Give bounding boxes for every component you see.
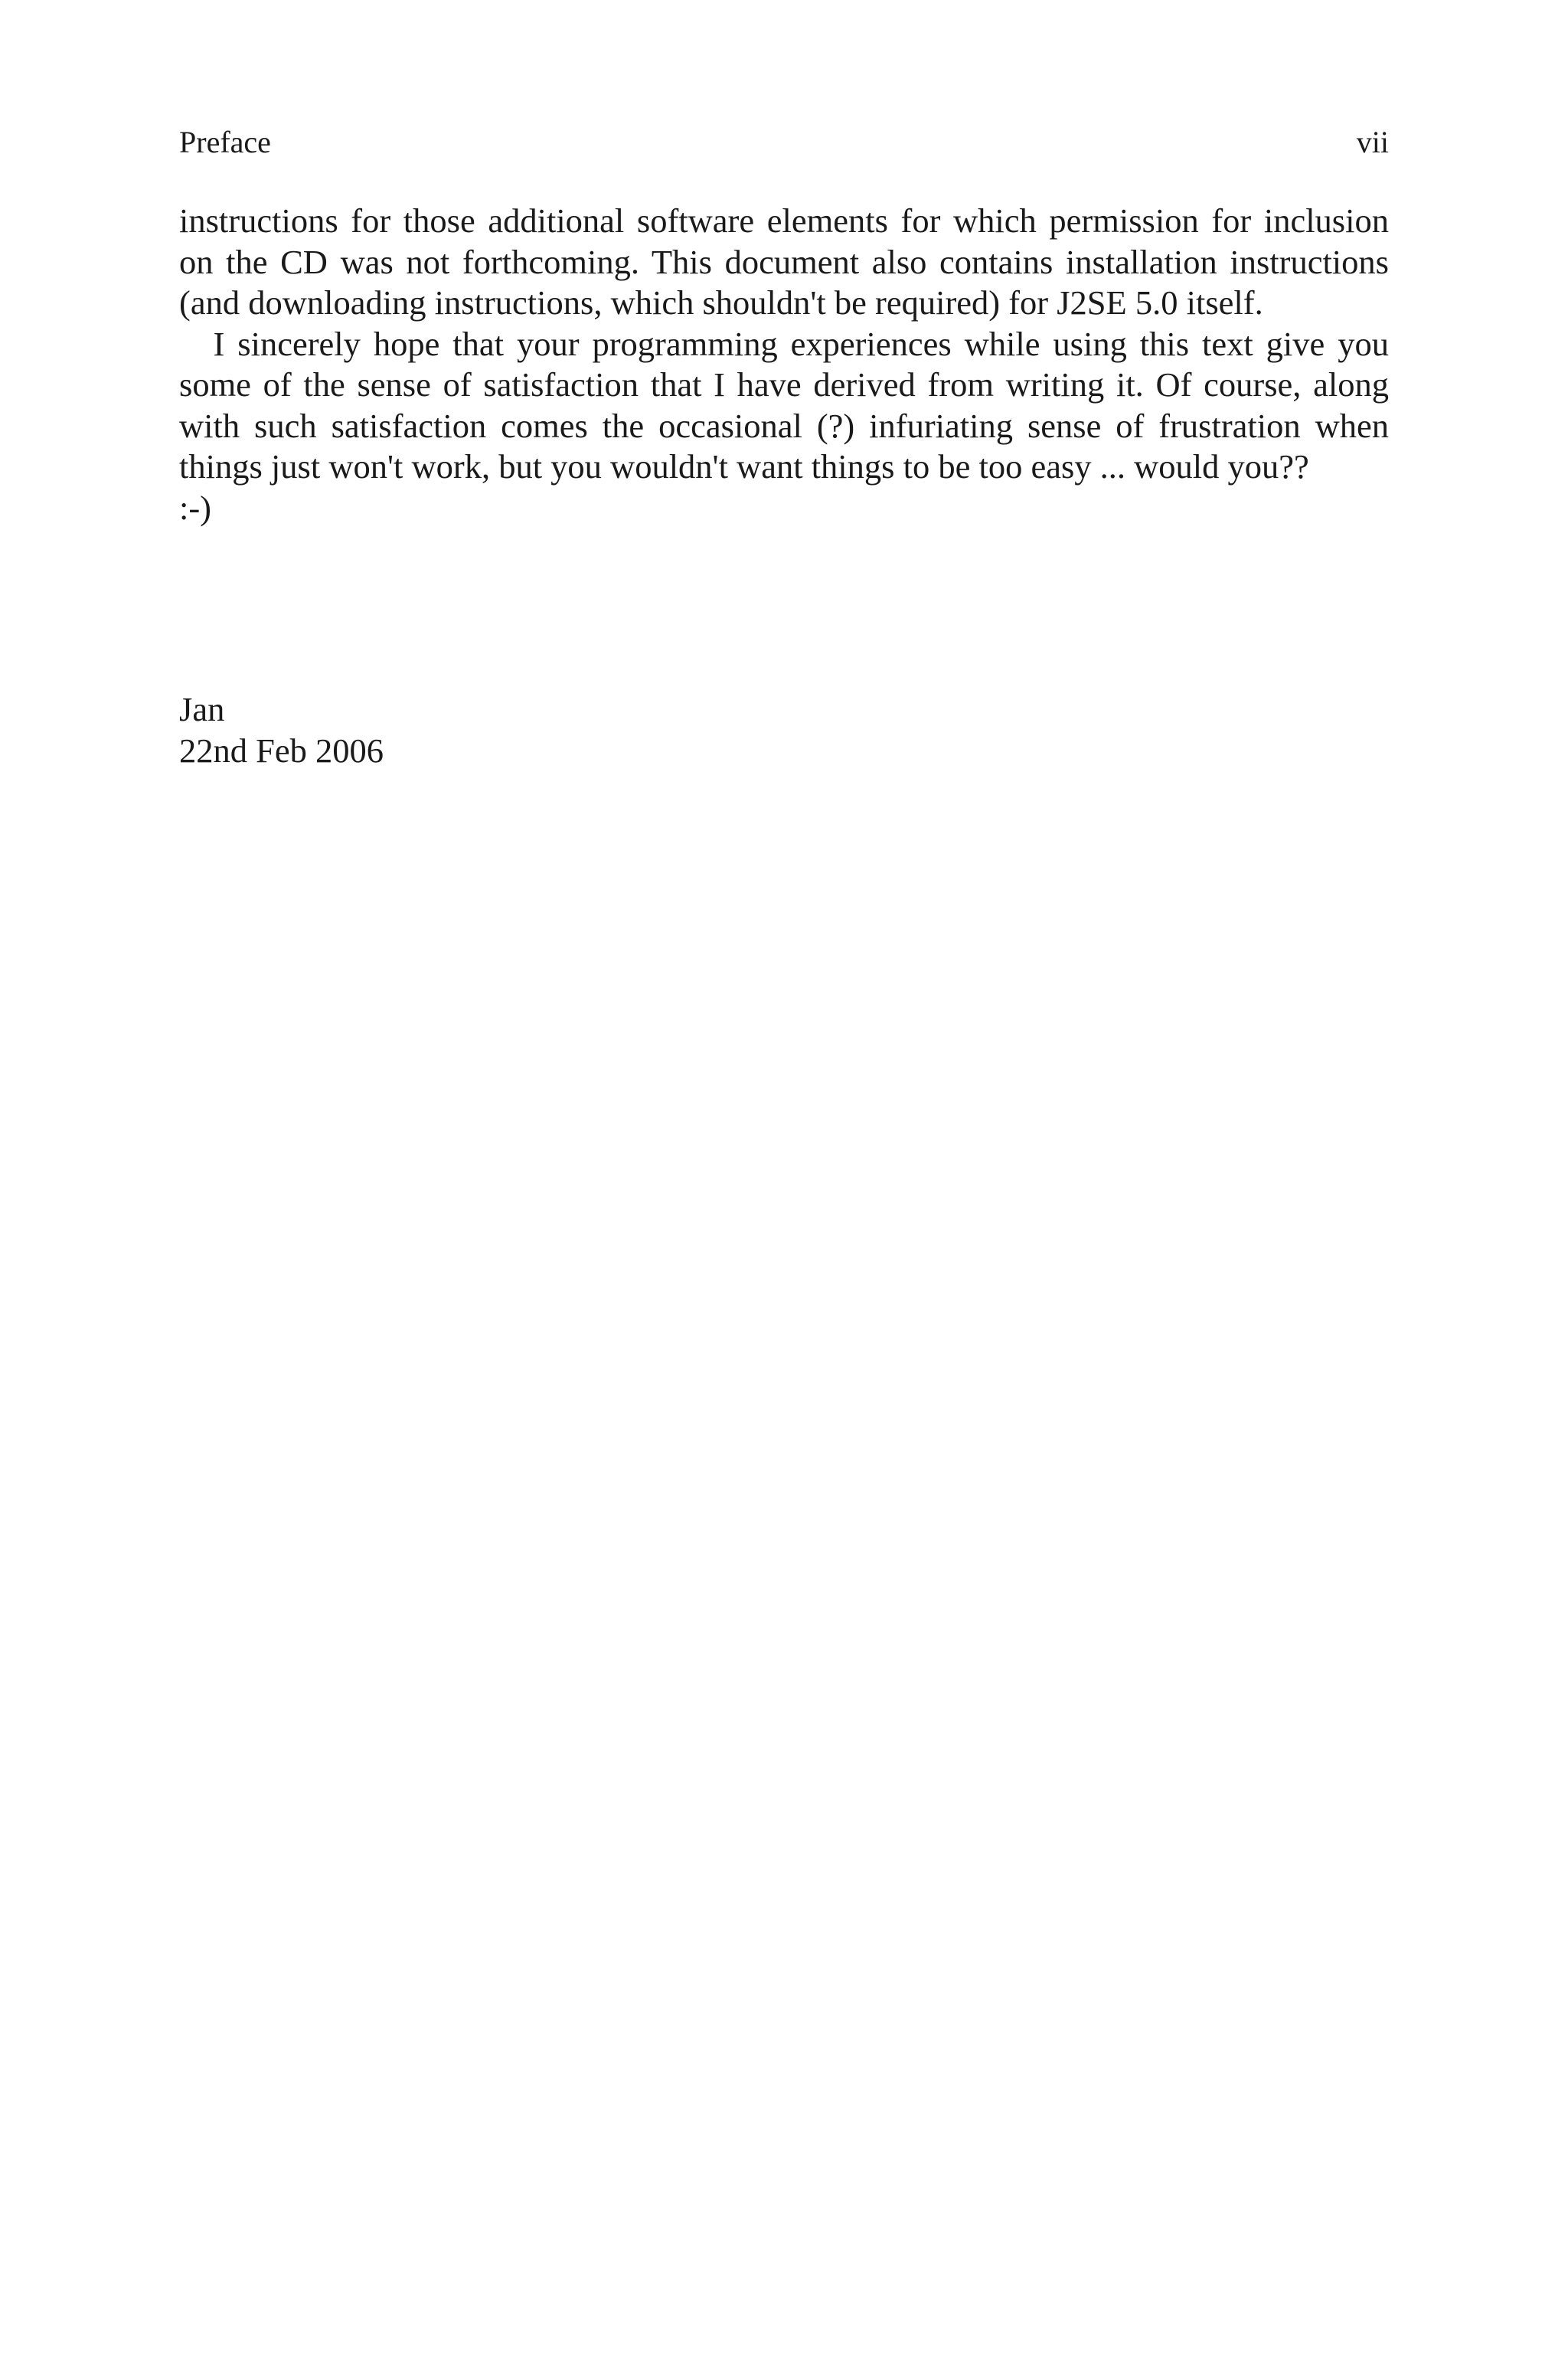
body-text (179, 201, 1389, 528)
emoticon: :-) (179, 488, 212, 527)
paragraph: instructions for those additional software elements for which permission for inclusion on the CD was not forthcoming. This document also contains installation instructions (and downloading instructions, which shouldn't be required) for J2SE 5.0 itself. (179, 201, 1389, 322)
section-title: Preface (179, 125, 271, 159)
author-name: Jan (179, 690, 225, 728)
signature-block (179, 689, 384, 771)
running-header (179, 119, 1389, 165)
page-number: vii (1356, 125, 1389, 159)
paragraph: I sincerely hope that your programming experiences while using this text give you some of the sense of satisfaction that I have derived from writing it. Of course, along with such satisfaction comes the occasional (?) infuriating sense of frustration when things just won't work, but you wouldn't want things to be too easy ... would you?? (179, 324, 1389, 486)
signature-date: 22nd Feb 2006 (179, 731, 384, 770)
